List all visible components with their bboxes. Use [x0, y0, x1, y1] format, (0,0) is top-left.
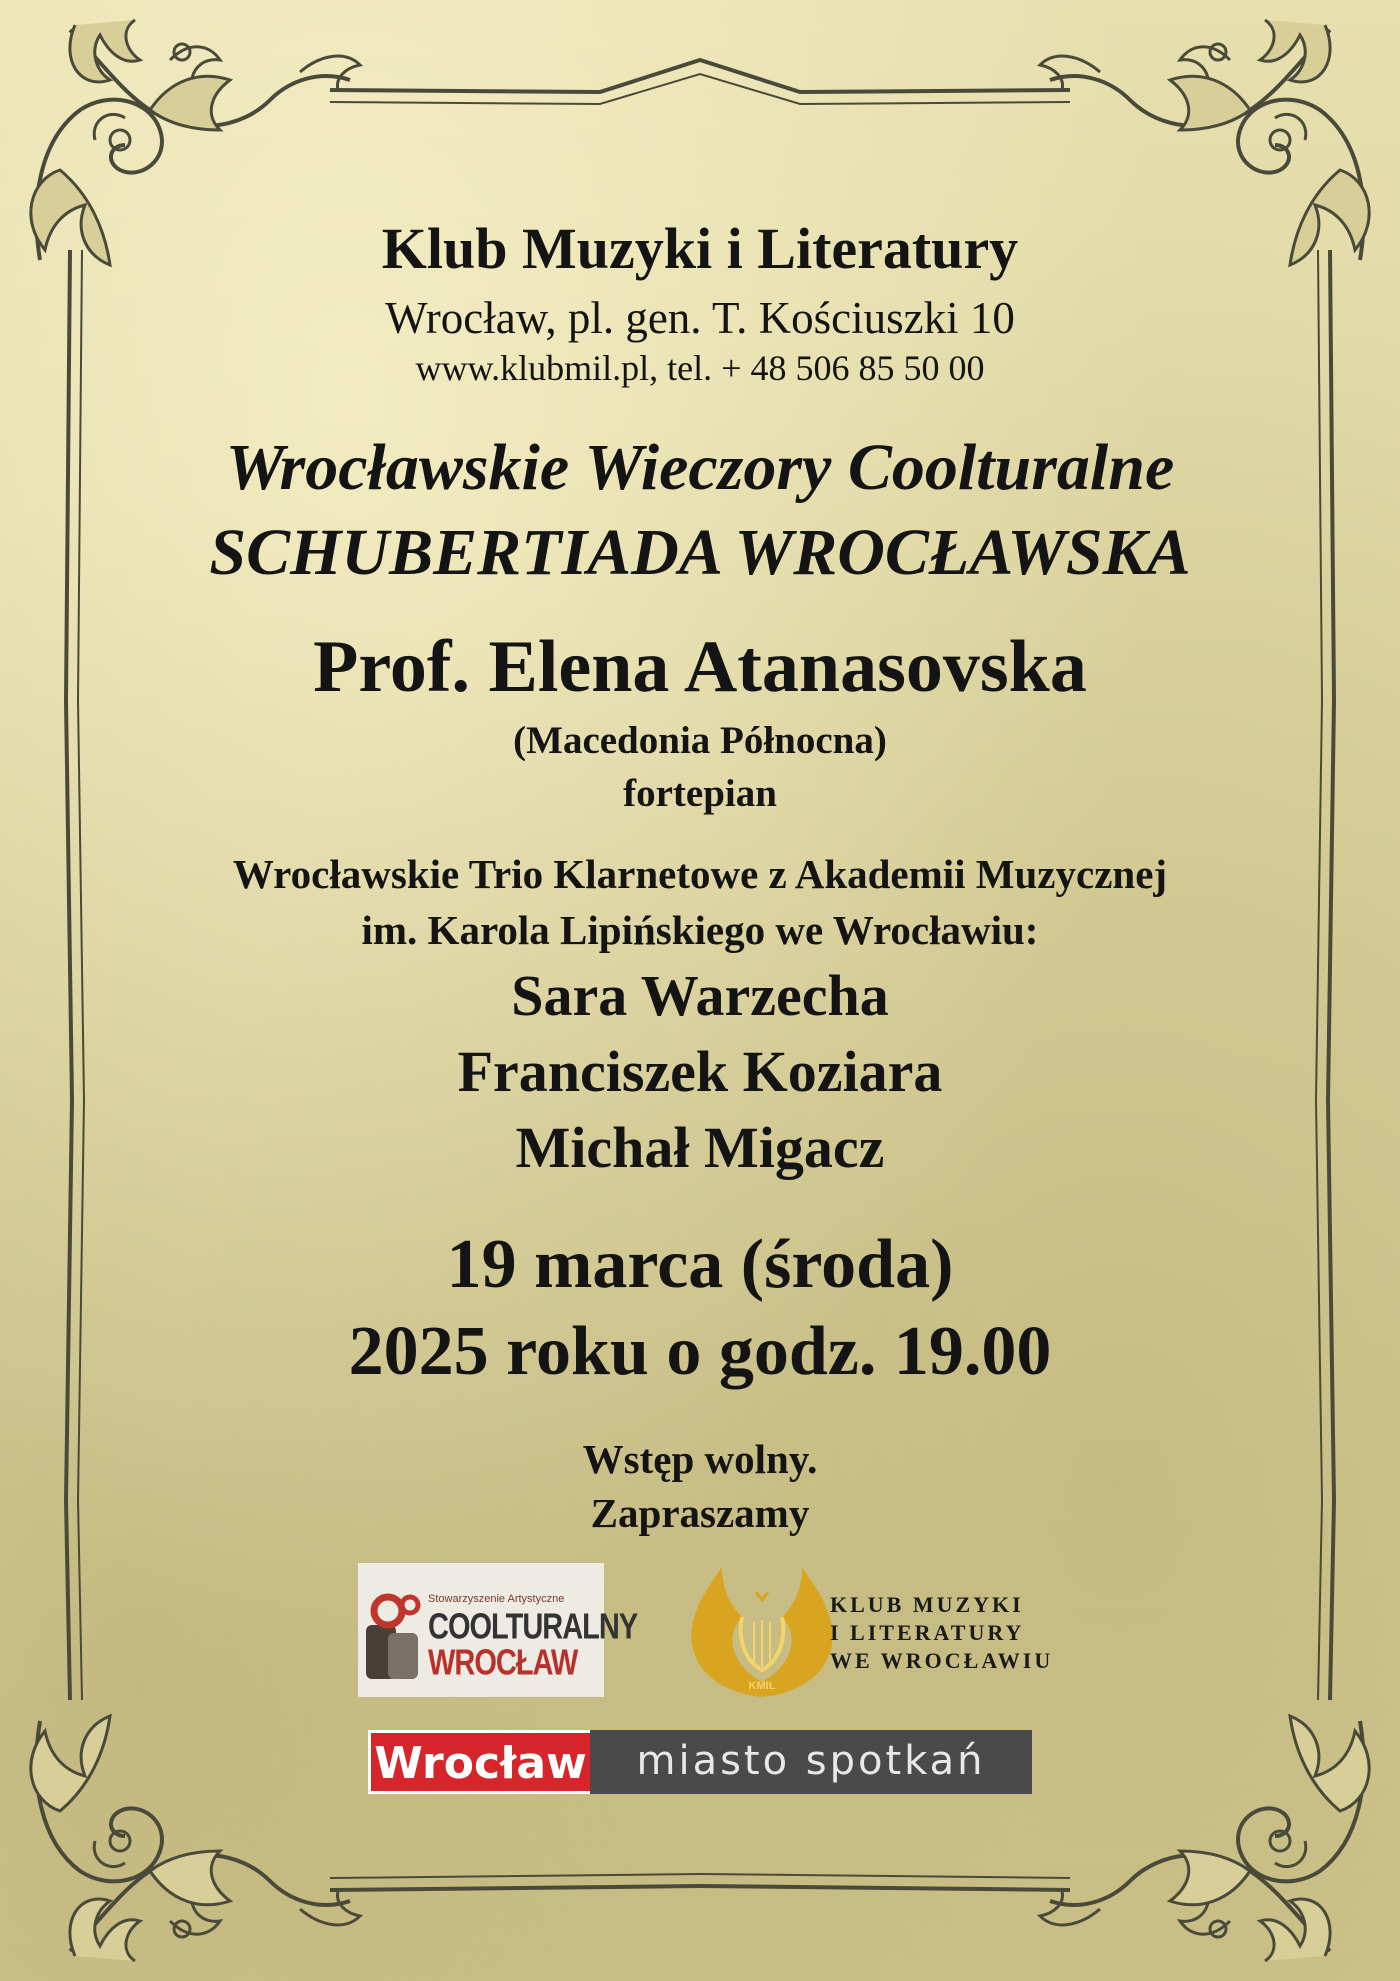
- kmil-logo-text: [830, 1591, 1070, 1675]
- event-festival: SCHUBERTIADA WROCŁAWSKA: [209, 516, 1191, 589]
- city-banner: [368, 1730, 1032, 1794]
- coolturalny-logo: [358, 1563, 638, 1697]
- ensemble-member: Franciszek Koziara: [457, 1039, 943, 1104]
- event-time: 2025 roku o godz. 19.00: [348, 1313, 1052, 1390]
- invitation: Zapraszamy: [590, 1490, 810, 1536]
- kmil-emblem-text: KMIL: [748, 1680, 776, 1692]
- ensemble-member: Sara Warzecha: [511, 963, 889, 1028]
- city-slogan: miasto spotkań: [590, 1730, 1032, 1794]
- event-date: 19 marca (środa): [446, 1226, 954, 1303]
- kmil-line-1: KLUB MUZYKI: [830, 1592, 1024, 1617]
- city-name: Wrocław: [368, 1730, 590, 1794]
- kmil-line-2: I LITERATURY: [830, 1620, 1025, 1645]
- ensemble-member: Michał Migacz: [515, 1115, 885, 1180]
- event-series: Wrocławskie Wieczory Coolturalne: [225, 431, 1175, 504]
- kmil-line-3: WE WROCŁAWIU: [830, 1648, 1054, 1673]
- soloist-name: Prof. Elena Atanasovska: [313, 626, 1087, 708]
- ensemble-line-1: Wrocławskie Trio Klarnetowe z Akademii Muzycznej: [232, 851, 1168, 897]
- soloist-instrument: fortepian: [623, 772, 777, 815]
- lyre-icon: [682, 1562, 842, 1702]
- ensemble-line-2: im. Karola Lipińskiego we Wrocławiu:: [361, 907, 1039, 953]
- soloist-country: (Macedonia Północna): [513, 719, 887, 762]
- club-address: Wrocław, pl. gen. T. Kościuszki 10: [385, 293, 1015, 343]
- club-contact: www.klubmil.pl, tel. + 48 506 85 50 00: [415, 348, 985, 388]
- coolturalny-association: Stowarzyszenie Artystyczne: [428, 1593, 565, 1605]
- coolturalny-name: COOLTURALNY: [428, 1607, 638, 1647]
- coolturalny-city: WROCŁAW: [428, 1643, 578, 1683]
- entry-info: Wstęp wolny.: [582, 1436, 818, 1482]
- club-name: Klub Muzyki i Literatury: [381, 216, 1019, 281]
